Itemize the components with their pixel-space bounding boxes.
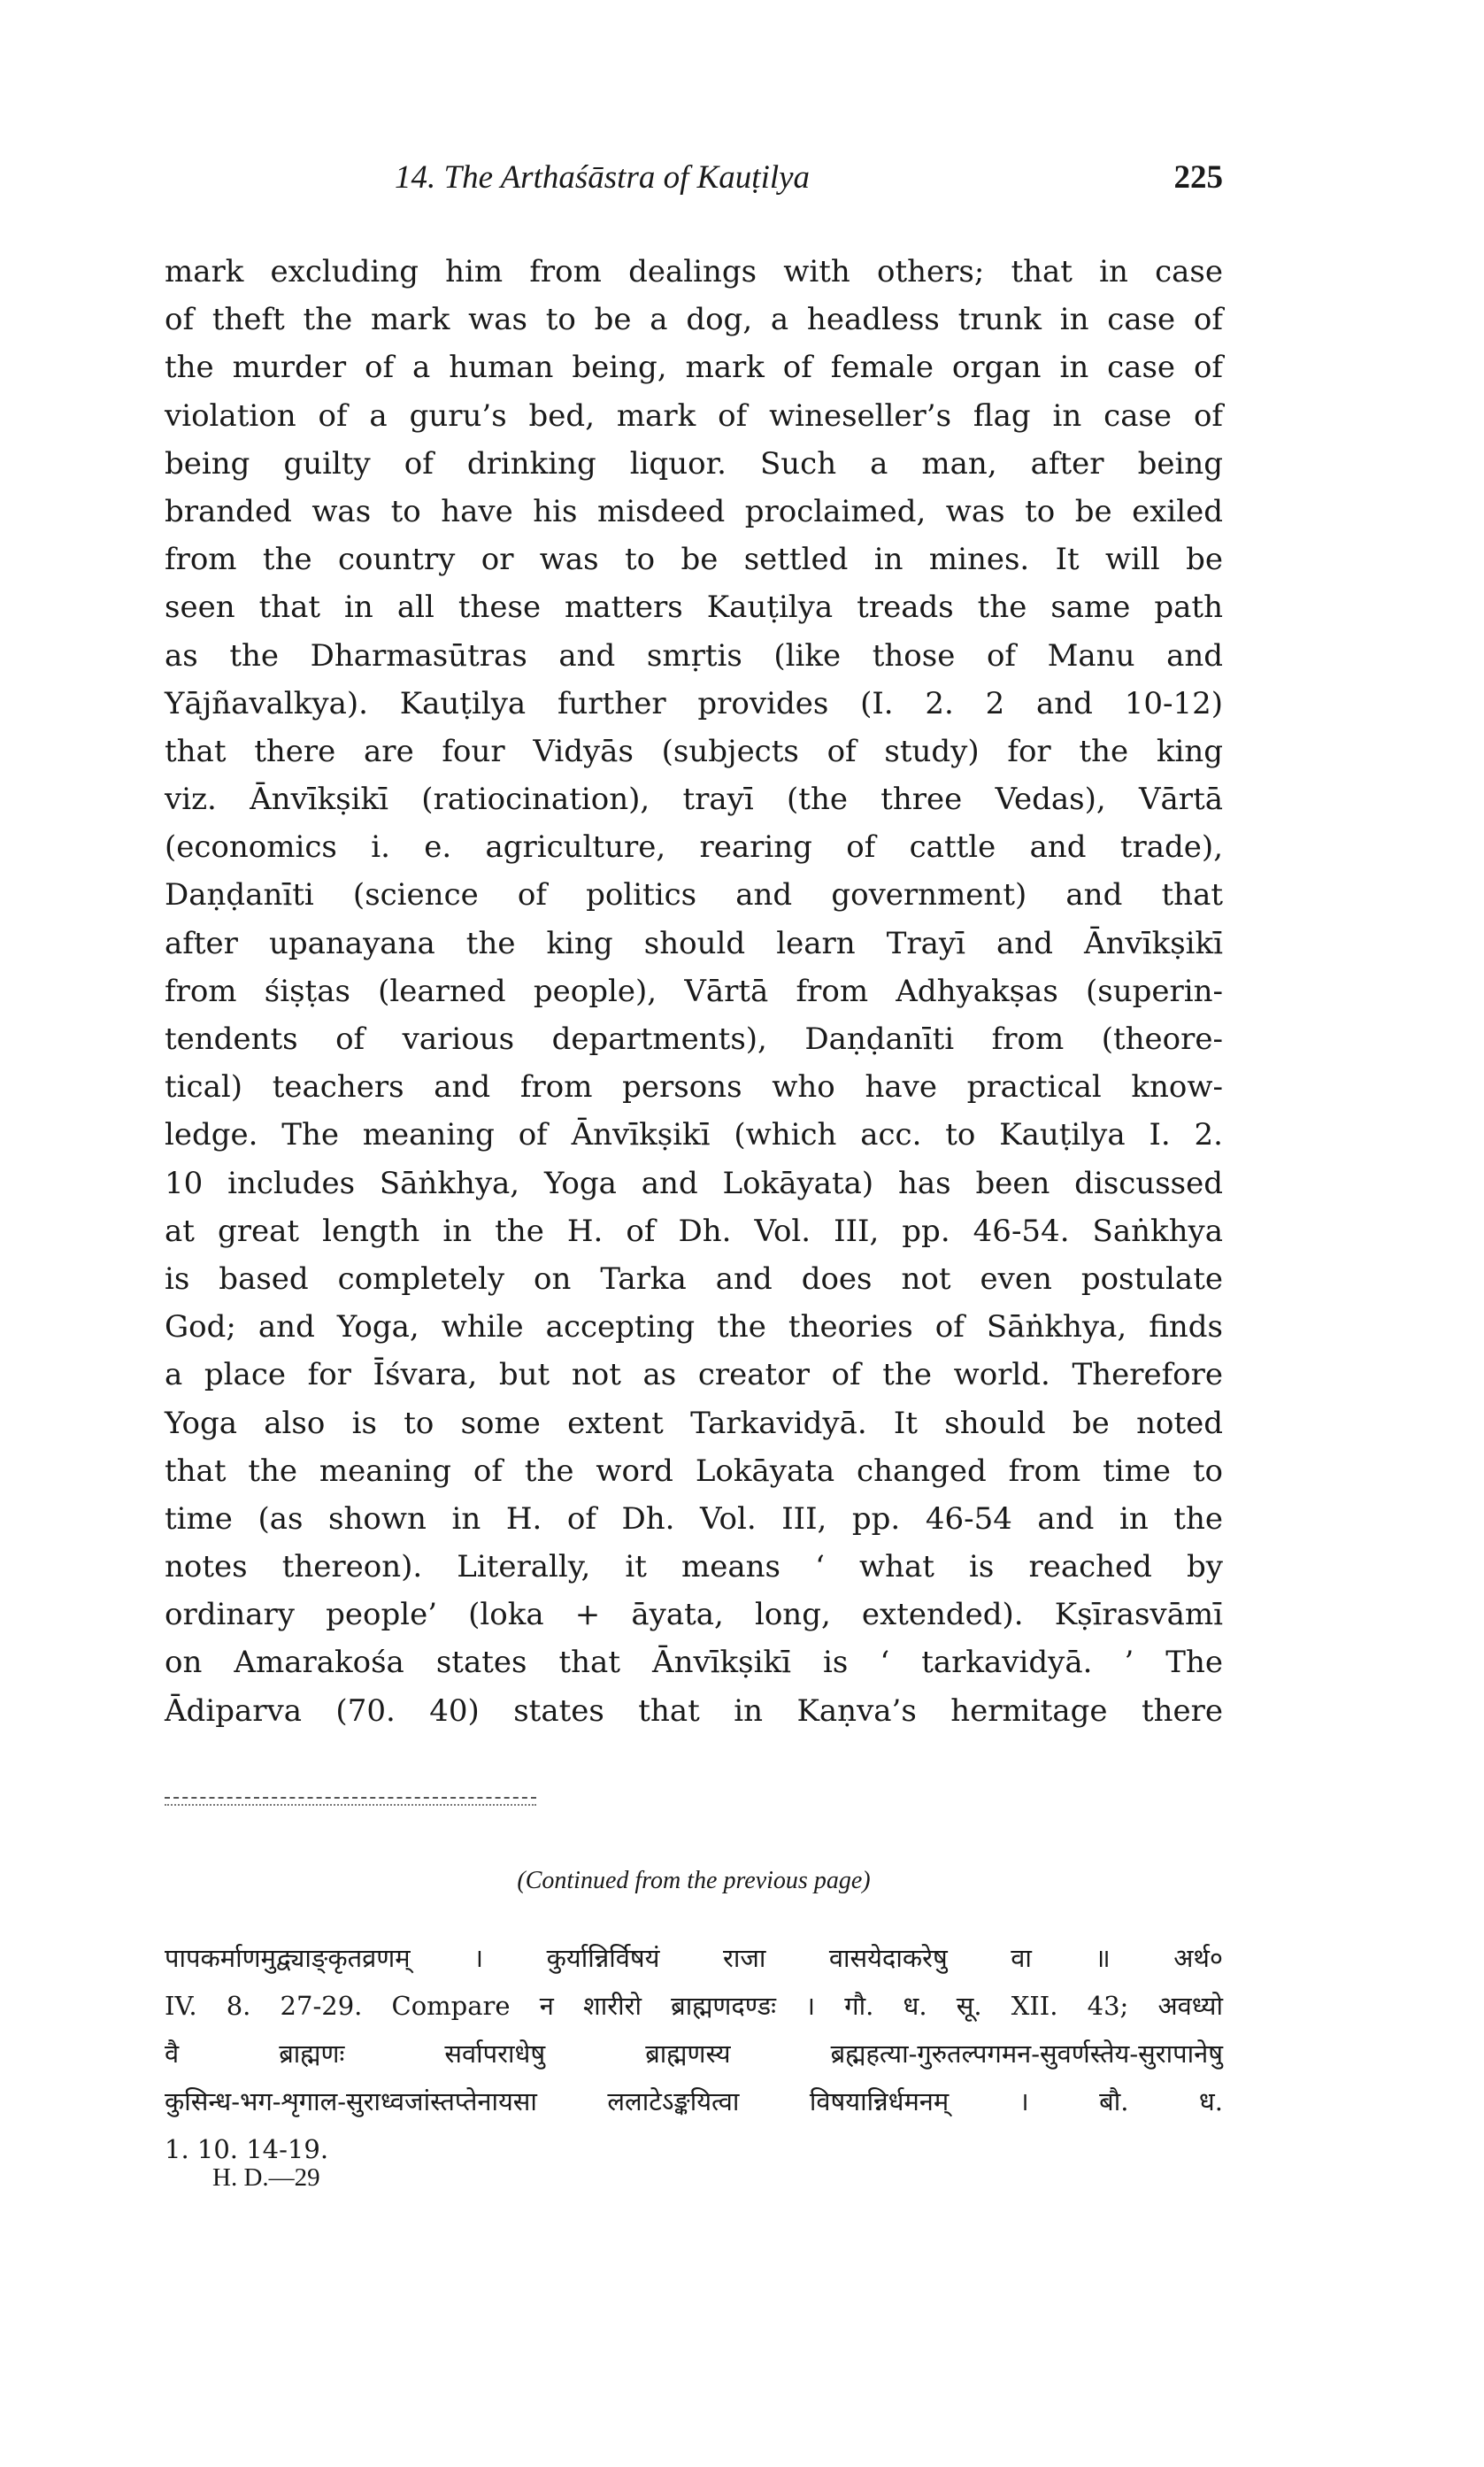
footnote-line: 1. 10. 14-19. (165, 2134, 329, 2164)
text-line: branded was to have his misdeed proclaimed, was to be exiled (165, 493, 1223, 529)
running-head: 14. The Arthaśāstra of Kauṭilya (395, 159, 811, 196)
text-line: (economics i. e. agriculture, rearing of cattle and trade), (165, 829, 1223, 866)
text-line: Yājñavalkya). Kauṭilya further provides (I. 2. 2 and 10-12) (165, 685, 1223, 721)
continued-label: (Continued from the previous page) (517, 1867, 871, 1894)
footnote (165, 1934, 1223, 2173)
text-line: from śiṣṭas (learned people), Vārtā from Adhyakṣas (superin- (165, 973, 1223, 1009)
text-line: seen that in all these matters Kauṭilya treads the same path (165, 590, 1223, 626)
text-line: on Amarakośa states that Ānvīkṣikī is ‘ tarkavidyā. ’ The (165, 1645, 1223, 1681)
footnote-divider (165, 1797, 536, 1806)
text-line: viz. Ānvīkṣikī (ratiocination), trayī (the three Vedas), Vārtā (165, 782, 1223, 818)
text-line: the murder of a human being, mark of female organ in case of (165, 350, 1223, 386)
text-line: God; and Yoga, while accepting the theories of Sāṅkhya, finds (165, 1309, 1223, 1345)
text-line: being guilty of drinking liquor. Such a man, after being (165, 445, 1223, 482)
text-line: from the country or was to be settled in mines. It will be (165, 542, 1223, 578)
text-line: ordinary people’ (loka + āyata, long, extended). Kṣīrasvāmī (165, 1597, 1223, 1633)
text-line: tendents of various departments), Daṇḍanīti from (theore- (165, 1021, 1223, 1057)
footnote-line: IV. 8. 27-29. Compare न शारीरो ब्राह्मणदण्डः । गौ. ध. सू. XII. 43; अवध्यो (165, 1991, 1223, 2021)
text-line: 10 includes Sāṅkhya, Yoga and Lokāyata) has been discussed (165, 1165, 1223, 1201)
signature-mark: H. D.—29 (212, 2163, 320, 2192)
page-header (165, 156, 1223, 209)
text-line: is based completely on Tarka and does not even postulate (165, 1260, 1223, 1297)
text-line: of theft the mark was to be a dog, a headless trunk in case of (165, 302, 1223, 338)
text-line: time (as shown in H. of Dh. Vol. III, pp. 46-54 and in the (165, 1500, 1223, 1537)
text-line: mark excluding him from dealings with others; that in case (165, 254, 1223, 289)
text-line: tical) teachers and from persons who have practical know- (165, 1069, 1223, 1106)
text-line: that there are four Vidyās (subjects of study) for the king (165, 733, 1223, 769)
text-line: Ādiparva (70. 40) states that in Kaṇva’s hermitage there (165, 1692, 1223, 1729)
text-line: Daṇḍanīti (science of politics and government) and that (165, 877, 1223, 914)
text-line: that the meaning of the word Lokāyata changed from time to (165, 1453, 1223, 1489)
footnote-line: पापकर्माणमुद्व्याङ्कृतव्रणम् । कुर्यान्निर्विषयं राजा वासयेदाकरेषु वा ॥ अर्थ० (165, 1943, 1223, 1973)
text-line: Yoga also is to some extent Tarkavidyā. It should be noted (165, 1405, 1223, 1441)
page-number: 225 (1173, 159, 1223, 196)
footnote-line: कुसिन्ध-भग-शृगाल-सुराध्वजांस्तप्तेनायसा ललाटेऽङ्कयित्वा विषयान्निर्धमनम् । बौ. ध. (165, 2086, 1223, 2116)
text-line: at great length in the H. of Dh. Vol. III, pp. 46-54. Saṅkhya (165, 1213, 1223, 1249)
body-text (165, 248, 1223, 1735)
text-line: as the Dharmasūtras and smṛtis (like those of Manu and (165, 637, 1223, 674)
text-line: after upanayana the king should learn Trayī and Ānvīkṣikī (165, 925, 1223, 961)
text-line: notes thereon). Literally, it means ‘ what is reached by (165, 1549, 1223, 1585)
text-line: ledge. The meaning of Ānvīkṣikī (which acc. to Kauṭilya I. 2. (165, 1117, 1223, 1153)
footnote-line: वै ब्राह्मणः सर्वापराधेषु ब्राह्मणस्य ब्रह्महत्या-गुरुतल्पगमन-सुवर्णस्तेय-सुरापानेषु (165, 2039, 1223, 2069)
text-line: violation of a guru’s bed, mark of wineseller’s flag in case of (165, 397, 1223, 434)
text-line: a place for Īśvara, but not as creator of the world. Therefore (165, 1357, 1223, 1393)
